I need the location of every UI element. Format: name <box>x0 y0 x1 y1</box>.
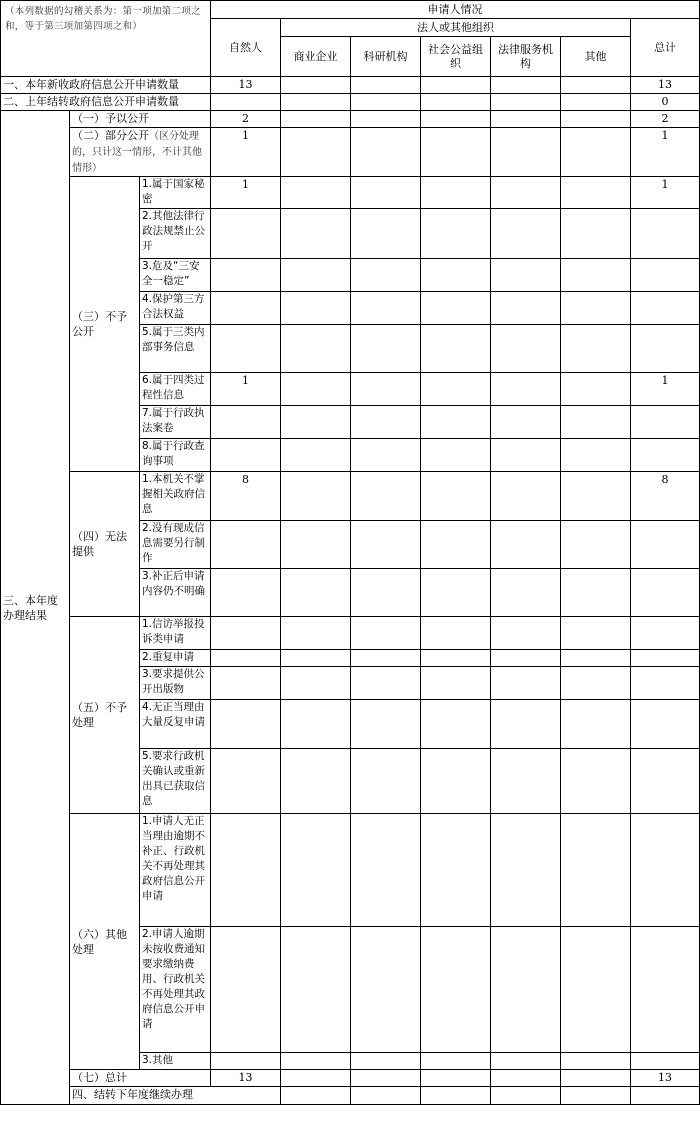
not-process-item-natural <box>211 617 281 650</box>
not-open-item-label: 2.其他法律行政法规禁止公开 <box>140 209 211 259</box>
table-row <box>1 472 700 521</box>
new-requests-natural: 13 <box>211 77 281 94</box>
not-open-item-natural <box>211 292 281 325</box>
new-requests-total: 13 <box>631 77 700 94</box>
other-process-item-natural <box>211 1053 281 1070</box>
not-process-label: （五）不予处理 <box>70 617 140 814</box>
unable-item-label: 1.本机关不掌握相关政府信息 <box>140 472 211 521</box>
open-natural: 2 <box>211 111 281 128</box>
unable-item-natural <box>211 521 281 569</box>
not-open-item-natural <box>211 325 281 373</box>
unable-item-label: 2.没有现成信息需要另行制作 <box>140 521 211 569</box>
not-open-item-natural: 1 <box>211 373 281 406</box>
header-note: （本列数据的勾稽关系为：第一项加第二项之和，等于第三项加第四项之和） <box>1 1 211 77</box>
not-process-item-label: 4.无正当理由大量反复申请 <box>140 700 211 749</box>
not-open-item-total: 1 <box>631 373 700 406</box>
open-total: 2 <box>631 111 700 128</box>
unable-item-label: 3.补正后申请内容仍不明确 <box>140 569 211 617</box>
partial-total: 1 <box>631 128 700 177</box>
partial-note: （区分处理的，只计这一情形，不计其他情形） <box>72 131 202 174</box>
partial-natural: 1 <box>211 128 281 177</box>
legal-org-header: 法人或其他组织 <box>281 19 631 37</box>
not-open-item-natural <box>211 439 281 472</box>
section3-label: 三、本年度办理结果 <box>1 111 70 1105</box>
not-open-item-total <box>631 259 700 292</box>
not-process-item-total <box>631 667 700 700</box>
not-open-item-total <box>631 325 700 373</box>
new-requests-label: 一、本年新收政府信息公开申请数量 <box>1 77 211 94</box>
not-open-item-label: 4.保护第三方合法权益 <box>140 292 211 325</box>
not-process-item-label: 2.重复申请 <box>140 650 211 667</box>
table-row <box>1 617 700 650</box>
not-open-item-total: 1 <box>631 177 700 209</box>
not-process-item-total <box>631 700 700 749</box>
not-process-item-natural <box>211 749 281 814</box>
carryover-next-label: 四、结转下年度继续办理 <box>70 1087 281 1105</box>
not-open-label: （三）不予公开 <box>70 177 140 472</box>
carryover-prev-total: 0 <box>631 94 700 111</box>
other-process-item-total <box>631 1053 700 1070</box>
table-row <box>1 1087 700 1105</box>
not-process-item-natural <box>211 700 281 749</box>
other-process-label: （六）其他处理 <box>70 814 140 1070</box>
table-row <box>1 111 700 128</box>
not-open-item-label: 3.危及“三安全一稳定” <box>140 259 211 292</box>
not-open-item-label: 5.属于三类内部事务信息 <box>140 325 211 373</box>
other-process-item-natural <box>211 927 281 1053</box>
not-process-item-label: 1.信访举报投诉类申请 <box>140 617 211 650</box>
not-open-item-total <box>631 209 700 259</box>
legal-service-header: 法律服务机构 <box>491 37 561 77</box>
other-header: 其他 <box>561 37 631 77</box>
other-process-item-label: 3.其他 <box>140 1053 211 1070</box>
unable-item-natural <box>211 569 281 617</box>
not-open-item-natural <box>211 259 281 292</box>
not-open-item-label: 6.属于四类过程性信息 <box>140 373 211 406</box>
other-process-item-label: 1.申请人无正当理由逾期不补正、行政机关不再处理其政府信息公开申请 <box>140 814 211 927</box>
table-row <box>1 814 700 927</box>
not-process-item-total <box>631 617 700 650</box>
unable-item-natural: 8 <box>211 472 281 521</box>
total-header: 总计 <box>631 19 700 77</box>
commercial-header: 商业企业 <box>281 37 351 77</box>
not-open-item-label: 8.属于行政查询事项 <box>140 439 211 472</box>
research-header: 科研机构 <box>351 37 421 77</box>
not-open-item-total <box>631 292 700 325</box>
not-open-item-natural <box>211 406 281 439</box>
other-process-item-natural <box>211 814 281 927</box>
table-row <box>1 128 700 177</box>
not-open-item-natural <box>211 209 281 259</box>
welfare-header: 社会公益组织 <box>421 37 491 77</box>
carryover-prev-label: 二、上年结转政府信息公开申请数量 <box>1 94 211 111</box>
not-process-item-total <box>631 749 700 814</box>
table-row <box>1 1070 700 1087</box>
unable-label: （四）无法提供 <box>70 472 140 617</box>
not-open-item-total <box>631 439 700 472</box>
not-open-item-label: 1.属于国家秘密 <box>140 177 211 209</box>
table-row <box>1 177 700 209</box>
not-open-item-natural: 1 <box>211 177 281 209</box>
table-row <box>1 94 700 111</box>
other-process-item-total <box>631 814 700 927</box>
unable-item-total: 8 <box>631 472 700 521</box>
other-process-item-label: 2.申请人逾期未按收费通知要求缴纳费用、行政机关不再处理其政府信息公开申请 <box>140 927 211 1053</box>
partial-cell <box>70 128 211 177</box>
not-process-item-label: 5.要求行政机关确认或重新出具已获取信息 <box>140 749 211 814</box>
subtotal-natural: 13 <box>211 1070 281 1087</box>
unable-item-total <box>631 569 700 617</box>
not-process-item-natural <box>211 650 281 667</box>
open-label: （一）予以公开 <box>70 111 211 128</box>
not-process-item-natural <box>211 667 281 700</box>
not-open-item-label: 7.属于行政执法案卷 <box>140 406 211 439</box>
natural-person-header: 自然人 <box>211 19 281 77</box>
subtotal-label: （七）总计 <box>70 1070 211 1087</box>
other-process-item-total <box>631 927 700 1053</box>
subtotal-total: 13 <box>631 1070 700 1087</box>
partial-label: （二）部分公开 <box>72 129 149 142</box>
table-row <box>1 77 700 94</box>
not-open-item-total <box>631 406 700 439</box>
applicant-header: 申请人情况 <box>211 1 700 19</box>
unable-item-total <box>631 521 700 569</box>
not-process-item-label: 3.要求提供公开出版物 <box>140 667 211 700</box>
not-process-item-total <box>631 650 700 667</box>
